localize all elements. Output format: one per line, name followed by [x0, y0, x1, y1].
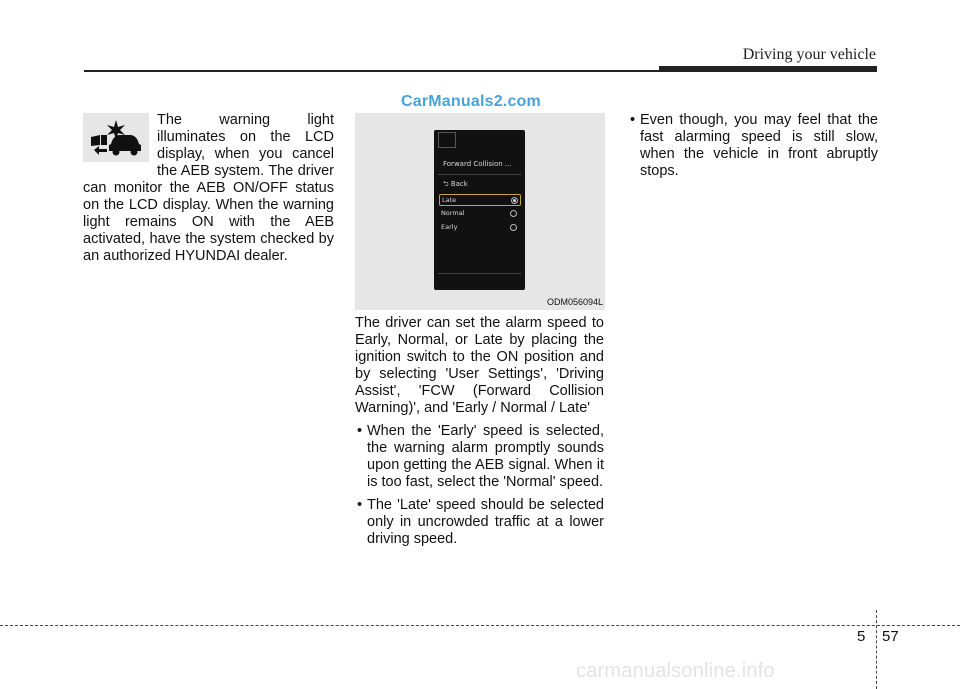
column-3 [628, 112, 878, 180]
footer-rule [0, 625, 960, 626]
section-header-title: Driving your vehicle [742, 46, 876, 63]
bullet-item: • The 'Late' speed should be selected only in uncrowded traffic at a lower driving speed. [355, 497, 604, 548]
option-label: Normal [441, 209, 465, 217]
back-label: Back [450, 180, 468, 188]
screen-corner-box [438, 132, 456, 148]
screen-divider [438, 174, 521, 175]
screen-title: Forward Collision ... [443, 160, 512, 168]
section-number: 5 [857, 628, 866, 645]
footer-divider [876, 610, 877, 689]
header-bar [659, 66, 877, 72]
radio-selected-icon [511, 197, 518, 204]
option-normal [439, 208, 519, 218]
lcd-settings-figure [355, 113, 605, 310]
option-late [439, 194, 521, 206]
option-label: Early [441, 223, 458, 231]
column-1 [83, 112, 334, 265]
header-rule [84, 70, 662, 72]
alarm-speed-bullets [355, 423, 604, 548]
lcd-screen [434, 130, 525, 290]
bullet-item: • Even though, you may feel that the fast alarming speed is still slow, when the vehicle in front abruptly stops. [628, 112, 878, 180]
aeb-warning-car-icon [83, 113, 149, 162]
alarm-speed-paragraph: The driver can set the alarm speed to Early, Normal, or Late by placing the ignition switch to the ON position and by selecting 'User Settings', 'Driving Assist', 'FCW (Forward Collision Warning)', and 'Early / Normal / Late' [355, 315, 604, 416]
radio-icon [510, 224, 517, 231]
watermark-top: CarManuals2.com [401, 93, 541, 110]
screen-back: ⮌ Back [443, 180, 468, 188]
page-number: 57 [882, 628, 899, 645]
option-early [439, 222, 519, 232]
screen-divider-bottom [438, 273, 521, 274]
radio-icon [510, 210, 517, 217]
aeb-warning-paragraph: The warning light illuminates on the LCD display, when you cancel the AEB system. The driver can monitor the AEB ON/OFF status on the LCD display. When the warning light remains ON with the AEB activated, have the system checked by an authorized HYUNDAI dealer. [83, 112, 334, 264]
watermark-bottom: carmanualsonline.info [576, 660, 775, 682]
bullet-item: • When the 'Early' speed is selected, the warning alarm promptly sounds upon getting the AEB signal. When it is too fast, select the 'Normal' speed. [355, 423, 604, 491]
figure-caption: ODM056094L [546, 297, 603, 307]
column-2 [355, 315, 604, 548]
option-label: Late [442, 196, 457, 204]
note-bullets [628, 112, 878, 180]
